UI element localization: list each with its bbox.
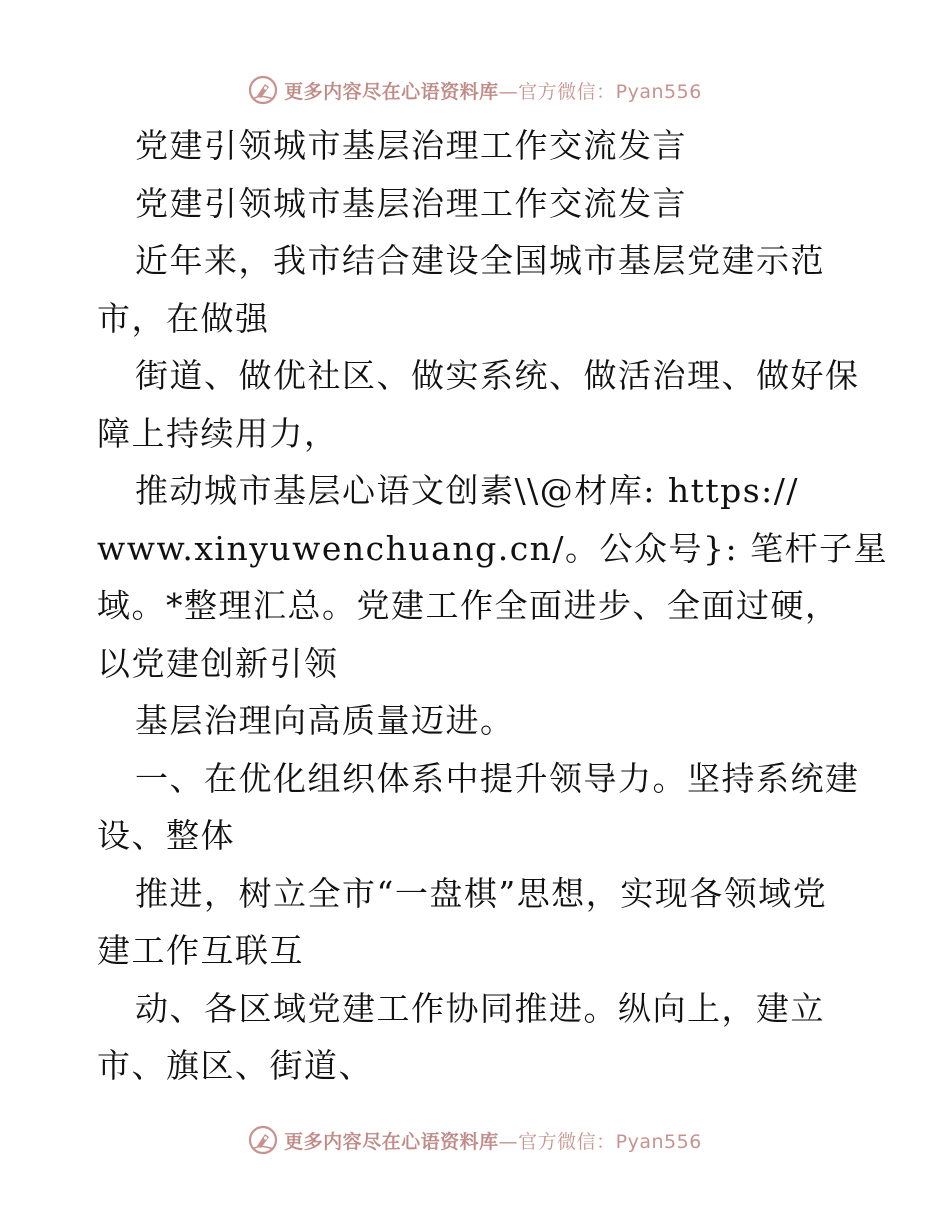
doc-line: 市，在做强	[97, 298, 270, 338]
document-body	[97, 122, 889, 1100]
doc-line: 障上持续用力，	[97, 413, 339, 453]
doc-line: 推动城市基层心语文创素\\@材库: https://	[135, 471, 800, 510]
banner-contact-text: 官方微信：Pyan556	[518, 80, 702, 103]
banner-text	[284, 77, 702, 104]
doc-title: 党建引领城市基层治理工作交流发言	[135, 126, 687, 165]
doc-line: 市、旗区、街道、	[97, 1046, 373, 1085]
pen-nib-circle-icon	[248, 1125, 278, 1155]
doc-line: www.xinyuwenchuang.cn/。公众号}: 笔杆子星	[97, 528, 889, 568]
doc-line: 街道、做优社区、做实系统、做活治理、做好保	[135, 356, 860, 395]
doc-line: 以党建创新引领	[97, 643, 339, 683]
header-watermark-banner	[0, 70, 950, 110]
doc-subtitle: 党建引领城市基层治理工作交流发言	[135, 183, 687, 223]
doc-line: 推进，树立全市“一盘棋”思想，实现各领域党	[135, 873, 828, 913]
banner-main-text: 更多内容尽在心语资料库	[284, 1130, 499, 1153]
doc-line: 建工作互联互	[97, 931, 304, 970]
banner-separator: —	[498, 80, 519, 103]
pen-nib-circle-icon	[248, 75, 278, 105]
doc-line: 动、各区域党建工作协同推进。纵向上，建立	[135, 988, 825, 1028]
banner-text	[284, 1127, 702, 1154]
doc-line: 近年来，我市结合建设全国城市基层党建示范	[135, 241, 825, 280]
doc-line: 基层治理向高质量迈进。	[135, 701, 515, 740]
banner-contact-text: 官方微信：Pyan556	[518, 1130, 702, 1153]
doc-line: 域。*整理汇总。党建工作全面进步、全面过硬，	[97, 586, 840, 625]
doc-line: 一、在优化组织体系中提升领导力。坚持系统建	[135, 758, 860, 798]
doc-line: 设、整体	[97, 816, 235, 855]
footer-watermark-banner	[0, 1120, 950, 1160]
banner-separator: —	[498, 1130, 519, 1153]
banner-main-text: 更多内容尽在心语资料库	[284, 80, 499, 103]
